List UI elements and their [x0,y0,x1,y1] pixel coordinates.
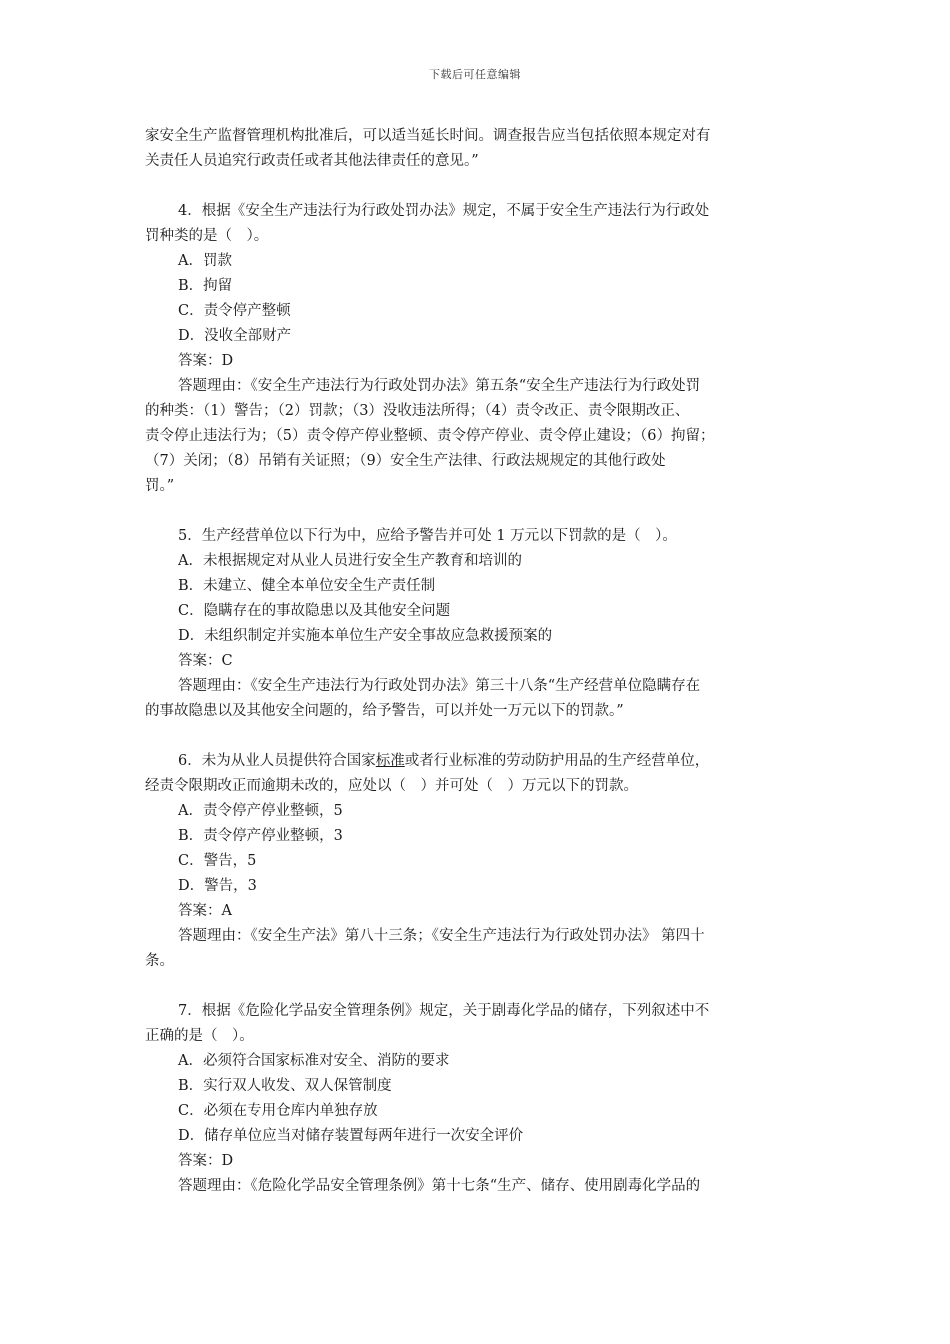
reason-line: （7）关闭；（8）吊销有关证照；（9）安全生产法律、行政法规规定的其他行政处 [145,453,666,469]
question-4 [145,199,810,499]
option-a: A．必须符合国家标准对安全、消防的要求 [178,1053,450,1069]
stem-text: 或者行业标准的劳动防护用品的生产经营单位， [404,753,710,769]
option-c: C．必须在专用仓库内单独存放 [178,1103,378,1119]
question-stem: 正确的是（ ）。 [145,1028,254,1044]
answer: 答案：D [178,353,234,369]
reason-line: 答题理由：《危险化学品安全管理条例》第十七条“生产、储存、使用剧毒化学品的 [178,1178,701,1194]
option-a: A．责令停产停业整顿，5 [178,803,343,819]
question-stem: 经责令限期改正而逾期未改的，应处以（ ）并可处（ ）万元以下的罚款。 [145,778,638,794]
reason-line: 的种类：（1）警告；（2）罚款；（3）没收违法所得；（4）责令改正、责令限期改正、 [145,403,690,419]
reason-line: 责令停止违法行为；（5）责令停产停业整顿、责令停产停业、责令停止建设；（6）拘留； [145,428,715,444]
reason-line: 条。 [145,953,174,969]
option-d: D．未组织制定并实施本单位生产安全事故应急救援预案的 [178,628,553,644]
question-5 [145,524,810,724]
option-b: B．实行双人收发、双人保管制度 [178,1078,392,1094]
document-body [145,124,810,1199]
question-stem [145,749,810,774]
page-header: 下载后可任意编辑 [429,68,521,81]
reason-line: 答题理由：《安全生产违法行为行政处罚办法》第三十八条“生产经营单位隐瞒存在 [178,678,701,694]
option-d: D．没收全部财产 [178,328,292,344]
answer: 答案：D [178,1153,234,1169]
option-a: A．罚款 [178,253,232,269]
intro-line: 关责任人员追究行政责任或者其他法律责任的意见。” [145,153,479,169]
question-stem: 7．根据《危险化学品安全管理条例》规定，关于剧毒化学品的储存，下列叙述中不 [178,1003,710,1019]
option-b: B．拘留 [178,278,233,294]
option-d: D．储存单位应当对储存装置每两年进行一次安全评价 [178,1128,524,1144]
reason-line: 的事故隐患以及其他安全问题的，给予警告，可以并处一万元以下的罚款。” [145,703,624,719]
option-c: C．责令停产整顿 [178,303,291,319]
question-stem: 4．根据《安全生产违法行为行政处罚办法》规定，不属于安全生产违法行为行政处 [178,203,710,219]
reason-line: 答题理由：《安全生产法》第八十三条；《安全生产违法行为行政处罚办法》 第四十 [178,928,705,944]
option-d: D．警告，3 [178,878,257,894]
option-c: C．警告，5 [178,853,257,869]
option-a: A．未根据规定对从业人员进行安全生产教育和培训的 [178,553,522,569]
option-b: B．未建立、健全本单位安全生产责任制 [178,578,436,594]
option-b: B．责令停产停业整顿，3 [178,828,343,844]
question-stem: 罚种类的是（ ）。 [145,228,269,244]
underlined-term: 标准 [375,753,405,769]
reason-line: 罚。” [145,478,175,494]
question-stem: 5．生产经营单位以下行为中，应给予警告并可处 1 万元以下罚款的是（ ）。 [178,528,677,544]
intro-line: 家安全生产监督管理机构批准后，可以适当延长时间。调查报告应当包括依照本规定对有 [145,128,711,144]
answer: 答案：A [178,903,232,919]
question-7 [145,999,810,1199]
reason-line: 答题理由：《安全生产违法行为行政处罚办法》第五条“安全生产违法行为行政处罚 [178,378,701,394]
question-6 [145,749,810,974]
answer: 答案：C [178,653,233,669]
stem-text: 6．未为从业人员提供符合国家 [178,753,376,769]
option-c: C．隐瞒存在的事故隐患以及其他安全问题 [178,603,451,619]
